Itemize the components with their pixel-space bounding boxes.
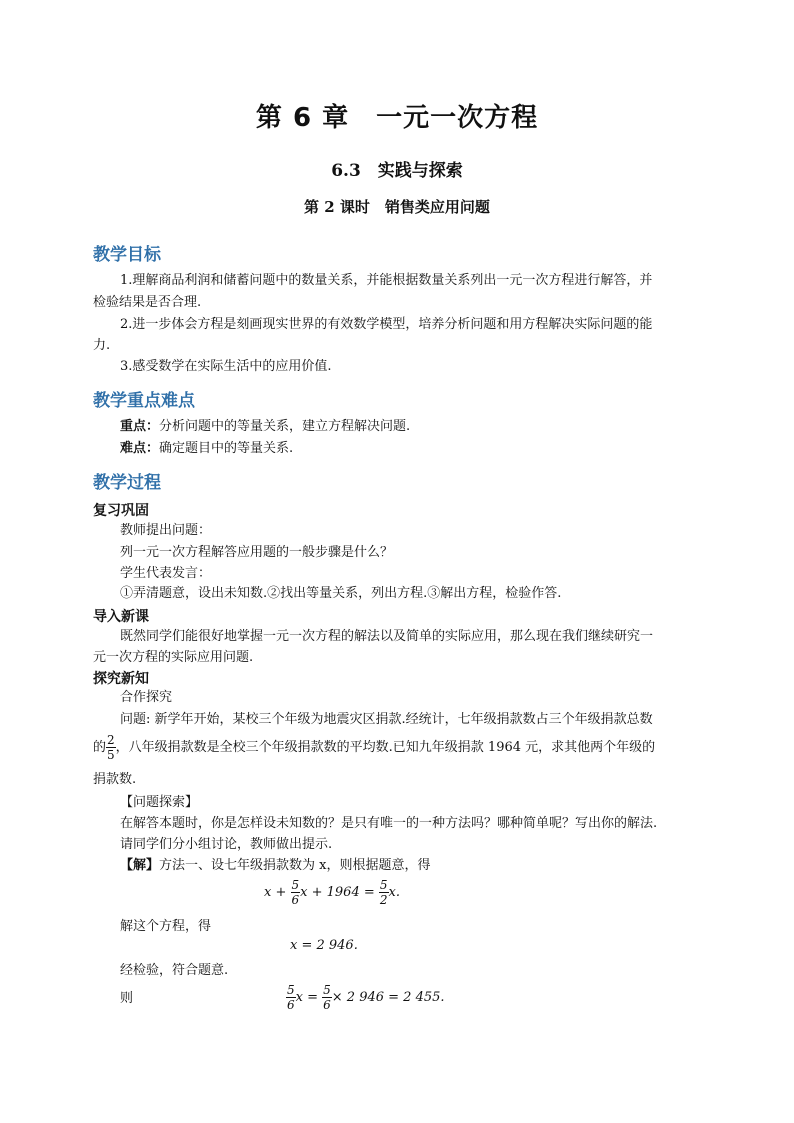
- fraction-two-fifths: [106, 733, 116, 762]
- explore-discussion: 请同学们分小组讨论，教师做出提示.: [120, 837, 333, 852]
- equation-1: [264, 878, 400, 907]
- eq1-num-2: 5: [379, 878, 388, 892]
- goal-1-line-1: 1.理解商品利润和储蓄问题中的数量关系，并能根据数量关系列出一元一次方程进行解答，并: [120, 273, 653, 288]
- review-line-1: 教师提出问题：: [120, 523, 212, 538]
- problem-prefix: 的: [93, 740, 107, 755]
- difficulty-line: [120, 440, 293, 458]
- eq3-part-b: × 2 946 = 2 455.: [331, 990, 445, 1005]
- goal-2-line-1: 2.进一步体会方程是刻画现实世界的有效数学模型，培养分析问题和用方程解决实际问题的能: [120, 317, 653, 332]
- solution-label: 【解】: [120, 858, 160, 873]
- eq3-den-1: 6: [287, 998, 295, 1012]
- equation-2: x = 2 946.: [290, 938, 358, 953]
- goals-heading: 教学目标: [93, 245, 161, 265]
- review-line-4: ①弄清题意，设出未知数.②找出等量关系，列出方程.③解出方程，检验作答.: [120, 586, 562, 601]
- fraction-denominator: 5: [107, 748, 115, 762]
- problem-line-3: 捐款数.: [93, 772, 137, 787]
- problem-suffix: ，八年级捐款数是全校三个年级捐款数的平均数.已知九年级捐款 1964 元，求其他两个年级的: [115, 740, 656, 755]
- fraction-numerator: 2: [107, 733, 115, 747]
- eq1-den-2: 2: [379, 893, 388, 907]
- eq1-num-1: 5: [291, 878, 300, 892]
- lesson-title: 第 2 课时 销售类应用问题: [304, 198, 490, 216]
- eq3-num-1: 5: [287, 983, 295, 997]
- keypoints-heading: 教学重点难点: [93, 391, 195, 411]
- review-line-2: 列一元一次方程解答应用题的一般步骤是什么？: [120, 545, 394, 560]
- goal-1-line-2: 检验结果是否合理.: [93, 295, 202, 310]
- difficulty-text: 确定题目中的等量关系.: [159, 441, 294, 456]
- intro-heading: 导入新课: [93, 609, 149, 625]
- eq3-den-2: 6: [323, 998, 331, 1012]
- section-title: 6.3 实践与探索: [331, 161, 463, 181]
- equation-3: [286, 983, 445, 1012]
- problem-line-1: 问题: 新学年开始，某校三个年级为地震灾区捐款.经统计，七年级捐款数占三个年级捐款总数: [120, 712, 653, 727]
- eq3-num-2: 5: [323, 983, 331, 997]
- explore-heading: 探究新知: [93, 671, 149, 687]
- eq1-part-a: x +: [264, 885, 287, 900]
- process-heading: 教学过程: [93, 473, 161, 493]
- eq1-fraction-1: [291, 878, 301, 907]
- eq3-fraction-1: [286, 983, 296, 1012]
- solve-line: 解这个方程，得: [120, 919, 212, 934]
- eq3-part-a: x =: [295, 990, 318, 1005]
- focus-line: [120, 418, 410, 436]
- chapter-title: 第 6 章 一元一次方程: [255, 103, 539, 133]
- explore-question: 在解答本题时，你是怎样设未知数的？是只有唯一的一种方法吗？哪种简单呢？写出你的解法.: [120, 816, 658, 831]
- check-line: 经检验，符合题意.: [120, 963, 229, 978]
- explore-line-1: 合作探究: [120, 690, 173, 705]
- eq1-part-c: x.: [388, 885, 400, 900]
- eq1-den-1: 6: [291, 893, 300, 907]
- then-label: 则: [120, 991, 134, 1006]
- eq1-fraction-2: [379, 878, 389, 907]
- review-line-3: 学生代表发言：: [120, 566, 212, 581]
- focus-label: 重点：: [120, 419, 160, 434]
- solution-line: [120, 857, 430, 875]
- intro-line-2: 元一次方程的实际应用问题.: [93, 650, 254, 665]
- problem-line-2: [93, 733, 655, 762]
- eq1-part-b: x + 1964 =: [300, 885, 375, 900]
- solution-text: 方法一、设七年级捐款数为 x，则根据题意，得: [159, 858, 431, 873]
- problem-explore-label: 【问题探索】: [120, 795, 199, 810]
- intro-line-1: 既然同学们能很好地掌握一元一次方程的解法以及简单的实际应用，那么现在我们继续研究一: [120, 629, 654, 644]
- eq3-fraction-2: [322, 983, 332, 1012]
- goal-3: 3.感受数学在实际生活中的应用价值.: [120, 359, 332, 374]
- goal-2-line-2: 力.: [93, 338, 111, 353]
- difficulty-label: 难点：: [120, 441, 160, 456]
- focus-text: 分析问题中的等量关系，建立方程解决问题.: [159, 419, 411, 434]
- review-heading: 复习巩固: [93, 503, 149, 519]
